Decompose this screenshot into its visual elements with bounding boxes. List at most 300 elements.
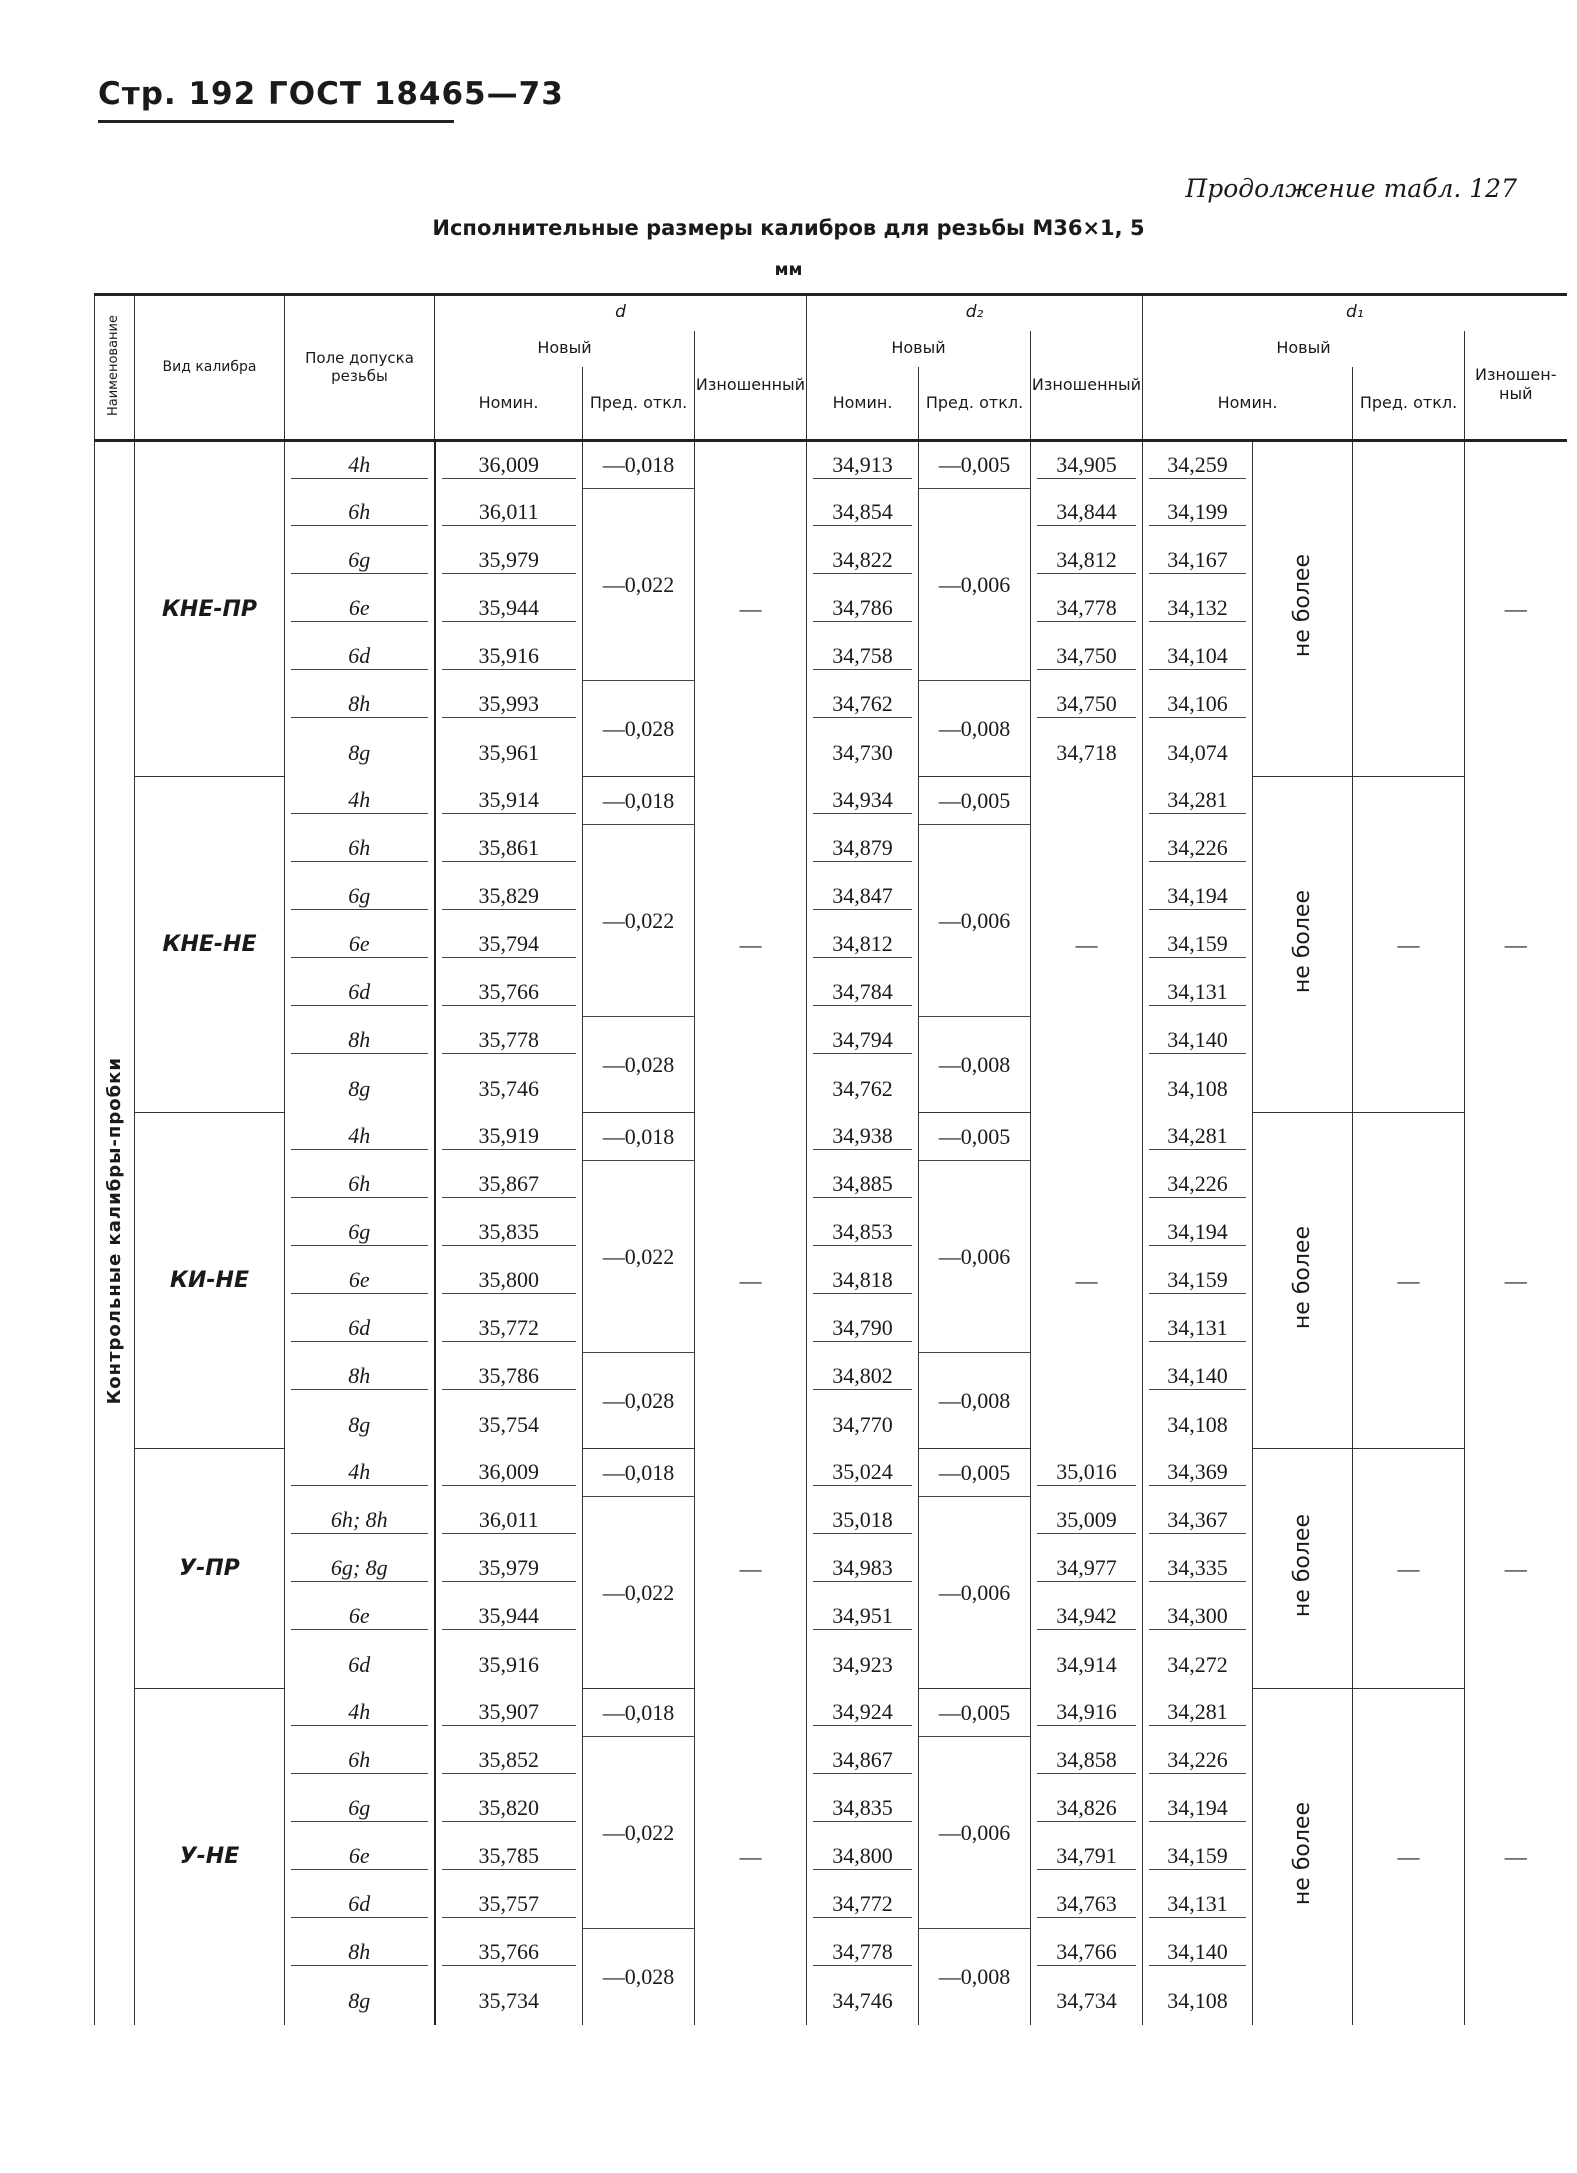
d2-nominal-value: 34,762 [813,691,912,718]
d2-worn-value: 34,791 [1037,1843,1136,1870]
d2-nominal-value: 34,790 [813,1315,912,1342]
d-nominal-value: 35,852 [442,1747,577,1774]
d2-nominal-value: 34,867 [813,1747,912,1774]
d1-nominal-value: 34,300 [1149,1603,1246,1630]
d-nominal [435,825,583,873]
d1-limit-note-text: не более [1290,1513,1315,1618]
d-nominal-value: 36,011 [442,1507,577,1534]
tolerance-field-value: 4h [291,452,428,479]
d-nominal-value: 35,961 [478,739,539,765]
d1-worn: — [1504,931,1527,957]
d1-nominal-value: 34,226 [1149,1747,1246,1774]
d2-nominal [807,873,919,921]
d-nominal [435,873,583,921]
tolerance-field-value: 8g [348,1987,371,2013]
d2-nominal-value: 35,018 [813,1507,912,1534]
d-nominal [435,681,583,729]
d1-nominal-value: 34,108 [1167,1075,1228,1101]
tolerance-field-value: 6g [291,883,428,910]
d2-deviation: —0,006 [919,1737,1031,1929]
gauge-type: КНЕ-ПР [135,441,285,777]
d-nominal-value: 35,979 [442,547,577,574]
tolerance-field [285,1929,435,1977]
d1-nominal-value: 34,226 [1149,835,1246,862]
tolerance-field [285,1785,435,1833]
d2-worn-value: 34,750 [1037,643,1136,670]
d-nominal [435,1833,583,1881]
tolerance-field [285,1353,435,1401]
tolerance-field [285,1545,435,1593]
d1-nominal [1143,1545,1253,1593]
d2-deviation: —0,008 [919,1929,1031,2025]
d2-nominal-value: 34,772 [813,1891,912,1918]
d2-nominal-value: 34,853 [813,1219,912,1246]
d2-nominal-value: 35,024 [813,1459,912,1486]
d1-nominal [1143,681,1253,729]
d2-deviation: —0,005 [919,1113,1031,1161]
d2-worn-value: 34,750 [1037,691,1136,718]
d2-nominal [807,1161,919,1209]
d2-nominal-value: 34,847 [813,883,912,910]
d2-nominal-value: 34,802 [813,1363,912,1390]
d1-worn: — [1504,596,1527,622]
tolerance-field-value: 4h [291,1459,428,1486]
d2-worn [1031,729,1143,777]
d2-worn [1031,1785,1143,1833]
d2-nominal [807,1113,919,1161]
d1-nominal [1143,1209,1253,1257]
d1-nominal [1143,1401,1253,1449]
d2-nominal [807,1833,919,1881]
tolerance-field [285,633,435,681]
d1-nominal-value: 34,369 [1149,1459,1246,1486]
d1-limit-note-text: не более [1290,1802,1315,1906]
d-nominal-value: 35,794 [442,931,577,958]
d-nominal-value: 35,916 [442,643,577,670]
d2-nominal-value: 34,983 [813,1555,912,1582]
d2-worn [1031,441,1143,489]
d2-nominal [807,1737,919,1785]
d-nominal-value: 35,772 [442,1315,577,1342]
d-nominal-value: 35,800 [442,1267,577,1294]
d2-worn [1031,1833,1143,1881]
d1-nominal [1143,1929,1253,1977]
d2-nominal [807,681,919,729]
d-nominal [435,1689,583,1737]
d-deviation: —0,028 [583,1017,695,1113]
d-deviation: —0,028 [583,1353,695,1449]
tolerance-field [285,825,435,873]
d1-nominal-value: 34,159 [1149,931,1246,958]
d-worn: — [695,1113,807,1449]
d2-nominal [807,1497,919,1545]
d1-nominal [1143,729,1253,777]
tolerance-field [285,873,435,921]
d2-deviation: —0,006 [919,1161,1031,1353]
d2-nominal [807,537,919,585]
header-d: d [435,295,807,331]
d1-limit-note [1253,441,1353,777]
tolerance-field [285,537,435,585]
d2-worn-value: 34,905 [1037,452,1136,479]
d1-nominal-value: 34,281 [1149,1123,1246,1150]
d2-nominal-value: 34,951 [813,1603,912,1630]
units-label: мм [774,260,803,280]
d1-nominal-value: 34,194 [1149,883,1246,910]
header-d2-worn: Изношенный [1031,331,1143,441]
d2-worn-value: 34,977 [1037,1555,1136,1582]
d1-nominal-value: 34,281 [1149,787,1246,814]
d1-nominal-value: 34,131 [1149,979,1246,1006]
d2-nominal-value: 34,835 [813,1795,912,1822]
d-deviation: —0,022 [583,489,695,681]
d-nominal [435,1305,583,1353]
d1-nominal [1143,585,1253,633]
tolerance-field [285,921,435,969]
header-d-worn: Изношенный [695,331,807,441]
d-nominal-value: 35,944 [442,595,577,622]
d1-nominal [1143,825,1253,873]
d2-nominal [807,1065,919,1113]
d1-nominal [1143,873,1253,921]
gauge-type: КИ-НЕ [135,1113,285,1449]
d-deviation: —0,022 [583,1737,695,1929]
tolerance-field [285,1065,435,1113]
tolerance-field-value: 6e [291,1267,428,1294]
d1-nominal [1143,1353,1253,1401]
gauge-dimensions-table [94,293,1567,2025]
d-nominal [435,633,583,681]
header-d2: d₂ [807,295,1143,331]
table-row [95,1689,1567,1737]
d2-deviation: —0,005 [919,777,1031,825]
tolerance-field [285,1833,435,1881]
tolerance-field [285,1209,435,1257]
d-nominal [435,1737,583,1785]
d2-nominal-value: 34,746 [832,1987,893,2013]
header-d-deviation: Пред. откл. [583,367,695,441]
d1-nominal-value: 34,131 [1149,1891,1246,1918]
d1-nominal [1143,633,1253,681]
d-nominal-value: 35,820 [442,1795,577,1822]
tolerance-field [285,1641,435,1689]
d1-limit-note-text: не более [1290,889,1315,994]
d2-worn [1031,1593,1143,1641]
d2-deviation: —0,005 [919,1449,1031,1497]
d-nominal [435,1977,583,2025]
d2-nominal [807,1209,919,1257]
d1-nominal-value: 34,104 [1149,643,1246,670]
d2-nominal [807,1545,919,1593]
d-nominal [435,1497,583,1545]
tolerance-field-value: 6h; 8h [291,1507,428,1534]
d-nominal-value: 35,778 [442,1027,577,1054]
d2-nominal [807,1593,919,1641]
d2-nominal [807,921,919,969]
tolerance-field-value: 6g [291,1219,428,1246]
d1-nominal [1143,1881,1253,1929]
d1-nominal-value: 34,335 [1149,1555,1246,1582]
tolerance-field-value: 8g [348,1075,371,1101]
table-body [95,441,1567,2025]
d2-nominal-value: 34,794 [813,1027,912,1054]
tolerance-field [285,1689,435,1737]
group-label: Контрольные калибры-пробки [104,1056,125,1404]
d-deviation: —0,018 [583,1113,695,1161]
d1-nominal [1143,441,1253,489]
d-nominal [435,585,583,633]
tolerance-field [285,777,435,825]
d1-nominal-value: 34,194 [1149,1219,1246,1246]
d2-worn [1031,1977,1143,2025]
d1-nominal-value: 34,106 [1149,691,1246,718]
d-nominal [435,729,583,777]
header-d-new: Новый [435,331,695,367]
d2-worn-value: 34,718 [1056,739,1117,765]
d-worn: — [695,777,807,1113]
d-nominal-value: 35,867 [442,1171,577,1198]
d2-nominal [807,1401,919,1449]
d-nominal [435,1881,583,1929]
d-nominal [435,1641,583,1689]
d2-worn [1031,537,1143,585]
d-nominal-value: 35,919 [442,1123,577,1150]
d-nominal [435,921,583,969]
table-row [95,441,1567,489]
d1-nominal-value: 34,140 [1149,1939,1246,1966]
d1-nominal [1143,1977,1253,2025]
tolerance-field-value: 6e [291,1603,428,1630]
d2-deviation: —0,006 [919,1497,1031,1689]
d-nominal [435,1593,583,1641]
tolerance-field-value: 6e [291,931,428,958]
tolerance-field-value: 8h [291,1939,428,1966]
d2-worn [1031,489,1143,537]
d-nominal-value: 35,993 [442,691,577,718]
d1-nominal [1143,1689,1253,1737]
header-name: Наименование [95,295,135,441]
d1-deviation [1353,441,1465,777]
gauge-type: У-ПР [135,1449,285,1689]
d1-nominal [1143,1497,1253,1545]
d-nominal-value: 35,916 [478,1651,539,1677]
table-row [95,1449,1567,1497]
d1-nominal-value: 34,108 [1167,1411,1228,1437]
d2-nominal-value: 34,730 [832,739,893,765]
d2-deviation: —0,005 [919,1689,1031,1737]
d1-worn: — [1504,1555,1527,1581]
d-nominal [435,1257,583,1305]
d1-nominal [1143,777,1253,825]
d2-worn [1031,1881,1143,1929]
d1-nominal-value: 34,259 [1149,452,1246,479]
d2-nominal [807,777,919,825]
d2-nominal-value: 34,934 [813,787,912,814]
d2-worn [1031,1641,1143,1689]
d1-nominal [1143,1161,1253,1209]
d2-nominal [807,1881,919,1929]
d1-nominal-value: 34,132 [1149,595,1246,622]
d2-nominal [807,441,919,489]
tolerance-field-value: 6h [291,1747,428,1774]
tolerance-field [285,585,435,633]
tolerance-field [285,1497,435,1545]
d1-nominal [1143,1113,1253,1161]
tolerance-field [285,1593,435,1641]
d2-worn: — [1031,777,1143,1113]
d-worn: — [695,1449,807,1689]
d2-nominal-value: 34,800 [813,1843,912,1870]
d1-limit-note [1253,1449,1353,1689]
d-nominal [435,1161,583,1209]
d-nominal-value: 35,914 [442,787,577,814]
d-deviation: —0,022 [583,1497,695,1689]
d2-nominal-value: 34,818 [813,1267,912,1294]
tolerance-field-value: 4h [291,1123,428,1150]
header-d1-nominal: Номин. [1143,367,1353,441]
tolerance-field [285,1401,435,1449]
tolerance-field-value: 6h [291,499,428,526]
d2-nominal [807,1449,919,1497]
d2-deviation: —0,006 [919,489,1031,681]
d2-nominal [807,1353,919,1401]
header-d-nominal: Номин. [435,367,583,441]
d2-nominal [807,969,919,1017]
d-deviation: —0,028 [583,1929,695,2025]
d-deviation: —0,018 [583,441,695,489]
d2-nominal-value: 34,758 [813,643,912,670]
d1-nominal-value: 34,140 [1149,1363,1246,1390]
d2-worn-value: 34,763 [1037,1891,1136,1918]
d1-nominal [1143,1641,1253,1689]
tolerance-field-value: 6d [348,1651,371,1677]
d2-nominal-value: 34,913 [813,452,912,479]
tolerance-field-value: 6g [291,1795,428,1822]
d1-nominal [1143,969,1253,1017]
d2-worn [1031,585,1143,633]
d-nominal [435,1449,583,1497]
d1-nominal [1143,1833,1253,1881]
d1-deviation: — [1353,777,1465,1113]
d2-deviation: —0,008 [919,1353,1031,1449]
d-nominal [435,1209,583,1257]
d1-nominal-value: 34,167 [1149,547,1246,574]
d-nominal-value: 36,009 [442,452,577,479]
d2-worn-value: 34,858 [1037,1747,1136,1774]
d2-worn-value: 35,009 [1037,1507,1136,1534]
d2-nominal-value: 34,786 [813,595,912,622]
d-worn: — [695,441,807,777]
d2-worn-value: 34,812 [1037,547,1136,574]
d1-nominal-value: 34,108 [1167,1987,1228,2013]
d2-worn [1031,1689,1143,1737]
d1-limit-note [1253,1689,1353,2025]
header-d1-deviation: Пред. откл. [1353,367,1465,441]
header-d1-new: Новый [1143,331,1465,367]
d1-nominal [1143,1593,1253,1641]
d1-limit-note-text: не более [1290,554,1315,658]
d2-nominal-value: 34,885 [813,1171,912,1198]
d1-nominal [1143,1785,1253,1833]
d-nominal [435,1545,583,1593]
d2-nominal [807,1977,919,2025]
d2-worn-value: 34,844 [1037,499,1136,526]
header-d1: d₁ [1143,295,1567,331]
d1-nominal [1143,537,1253,585]
d-nominal-value: 35,835 [442,1219,577,1246]
tolerance-field-value: 6g [291,547,428,574]
tolerance-field [285,1113,435,1161]
tolerance-field-value: 6d [291,1315,428,1342]
d2-nominal [807,489,919,537]
header-d1-worn: Изношенный [1465,331,1567,441]
d-nominal-value: 35,786 [442,1363,577,1390]
header-d2-new: Новый [807,331,1031,367]
gauge-type: КНЕ-НЕ [135,777,285,1113]
d1-nominal-value: 34,194 [1149,1795,1246,1822]
d-nominal-value: 35,746 [478,1075,539,1101]
d2-worn [1031,1449,1143,1497]
d-nominal [435,489,583,537]
tolerance-field [285,681,435,729]
d1-nominal-value: 34,159 [1149,1843,1246,1870]
d2-worn-value: 34,766 [1037,1939,1136,1966]
d-nominal [435,441,583,489]
tolerance-field-value: 8g [348,739,371,765]
table-row [95,1113,1567,1161]
tolerance-field [285,1257,435,1305]
d1-limit-note-text: не более [1290,1225,1315,1330]
d-nominal [435,777,583,825]
d2-nominal-value: 34,784 [813,979,912,1006]
d2-deviation: —0,008 [919,681,1031,777]
d1-nominal-value: 34,140 [1149,1027,1246,1054]
d-nominal [435,1401,583,1449]
group-label-cell [95,441,135,2025]
d-deviation: —0,018 [583,1449,695,1497]
d-nominal-value: 35,829 [442,883,577,910]
d-nominal [435,1017,583,1065]
d-nominal [435,1929,583,1977]
d-deviation: —0,028 [583,681,695,777]
d1-nominal [1143,921,1253,969]
tolerance-field-value: 8h [291,1363,428,1390]
tolerance-field-value: 8h [291,691,428,718]
d2-worn [1031,681,1143,729]
d1-nominal [1143,1257,1253,1305]
d-nominal-value: 35,944 [442,1603,577,1630]
tolerance-field-value: 6d [291,979,428,1006]
d1-nominal-value: 34,367 [1149,1507,1246,1534]
d2-worn [1031,1737,1143,1785]
d-nominal-value: 36,009 [442,1459,577,1486]
tolerance-field-value: 6h [291,1171,428,1198]
d2-nominal-value: 34,770 [832,1411,893,1437]
d-nominal [435,537,583,585]
tolerance-field [285,969,435,1017]
d-nominal-value: 35,979 [442,1555,577,1582]
d2-worn [1031,1497,1143,1545]
tolerance-field [285,1737,435,1785]
tolerance-field-value: 6d [291,643,428,670]
tolerance-field-value: 6e [291,595,428,622]
d1-worn: — [1504,1843,1527,1869]
header-d2-nominal: Номин. [807,367,919,441]
d1-nominal-value: 34,199 [1149,499,1246,526]
d2-nominal [807,825,919,873]
d2-worn: — [1031,1113,1143,1449]
d2-nominal-value: 34,762 [832,1075,893,1101]
